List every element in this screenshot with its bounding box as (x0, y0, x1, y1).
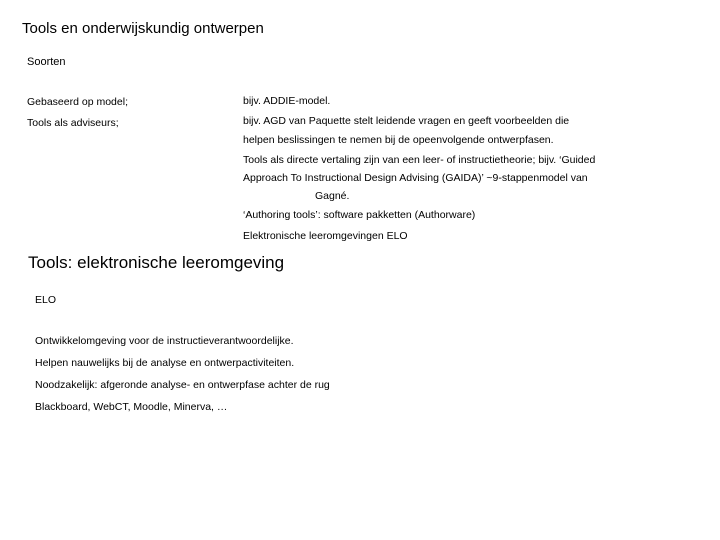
row-label-advisors: Tools als adviseurs; (27, 117, 119, 129)
extra-line-authoring: ‘Authoring tools’: software pakketten (Authorware) (243, 209, 476, 221)
row-text-advisors-line2: helpen beslissingen te nemen bij de opeenvolgende ontwerpfasen. (243, 134, 554, 146)
elo-item: Noodzakelijk: afgeronde analyse- en ontwerpfase achter de rug (35, 379, 330, 391)
elo-item: Blackboard, WebCT, Moodle, Minerva, … (35, 401, 228, 413)
extra-line-theory-2: Approach To Instructional Design Advising (GAIDA)’ ~9-stappenmodel van (243, 172, 588, 184)
slide-subtitle: Soorten (27, 56, 66, 68)
row-text-model: bijv. ADDIE-model. (243, 95, 331, 107)
elo-item: Helpen nauwelijks bij de analyse en ontwerpactiviteiten. (35, 357, 295, 369)
elo-label: ELO (35, 294, 57, 306)
extra-line-elo: Elektronische leeromgevingen ELO (243, 230, 408, 242)
elo-list (35, 330, 330, 418)
extra-line-theory-3: Gagné. (315, 190, 350, 202)
extra-line-theory-1: Tools als directe vertaling zijn van een leer- of instructietheorie; bijv. ‘Guided (243, 154, 596, 166)
row-label-model: Gebaseerd op model; (27, 96, 128, 108)
slide-title: Tools en onderwijskundig ontwerpen (22, 20, 264, 37)
row-text-advisors-line1: bijv. AGD van Paquette stelt leidende vragen en geeft voorbeelden die (243, 115, 570, 127)
elo-item: Ontwikkelomgeving voor de instructieverantwoordelijke. (35, 335, 294, 347)
section-heading: Tools: elektronische leeromgeving (28, 253, 285, 272)
